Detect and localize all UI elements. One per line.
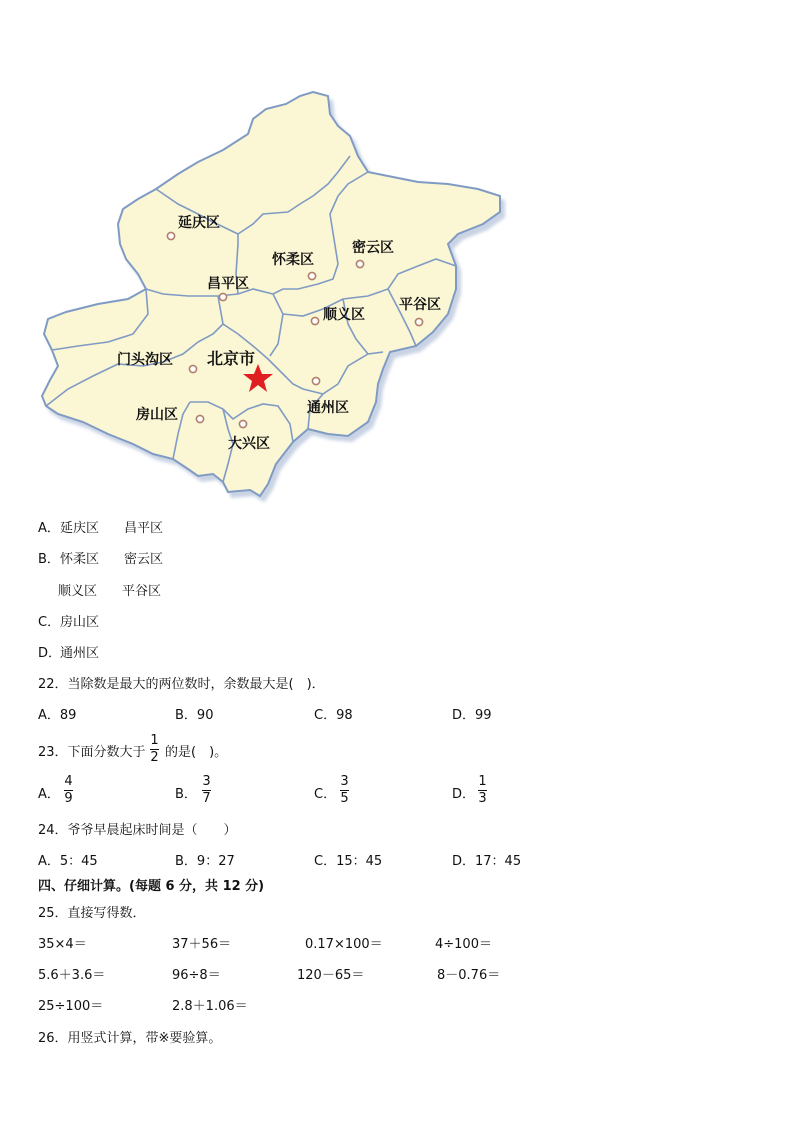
numerator: 3 — [202, 774, 211, 789]
option-a-item-1: 延庆区 — [60, 521, 100, 536]
q25-r2-c2: 96÷8＝ — [172, 968, 221, 983]
map-label-daxing: 大兴区 — [228, 436, 270, 452]
yanqing-dot — [167, 232, 174, 239]
q24-option-c: C．15：45 — [314, 854, 383, 869]
option-b-item-2: 密云区 — [124, 552, 164, 567]
mentougou-dot — [189, 365, 196, 372]
q23-stem-denominator: 2 — [150, 750, 159, 765]
map-label-changping: 昌平区 — [207, 276, 249, 292]
map-label-tongzhou: 通州区 — [307, 400, 349, 416]
option-b-letter: B． — [38, 552, 60, 567]
q25-r3-c2: 2.8＋1.06＝ — [172, 999, 248, 1014]
option-d-item-1: 通州区 — [60, 646, 100, 661]
q25-r2-c1: 5.6＋3.6＝ — [38, 968, 106, 983]
tongzhou-dot — [312, 377, 319, 384]
option-d-letter: D． — [38, 646, 62, 661]
huairou-dot — [308, 272, 315, 279]
q24-stem: 24．爷爷早晨起床时间是（ ） — [38, 823, 237, 838]
denominator: 9 — [64, 791, 73, 806]
map-label-shunyi: 顺义区 — [323, 307, 365, 323]
numerator: 1 — [478, 774, 487, 789]
option-b-item-1: 怀柔区 — [60, 552, 100, 567]
q22-option-a: A．89 — [38, 708, 77, 723]
q25-r2-c4: 8－0.76＝ — [437, 968, 501, 983]
q22-option-d: D．99 — [452, 708, 492, 723]
numerator: 4 — [64, 774, 73, 789]
q23-stem-before: 23．下面分数大于 — [38, 745, 146, 760]
pinggu-dot — [415, 318, 422, 325]
fangshan-dot — [196, 415, 203, 422]
q23-stem-after: 的是( )。 — [165, 745, 228, 760]
map-label-yanqing: 延庆区 — [178, 215, 220, 231]
q23-option-a-fraction — [64, 775, 73, 806]
q25-stem: 25．直接写得数． — [38, 906, 146, 921]
map-label-beijing: 北京市 — [207, 349, 256, 368]
q23-stem-fraction — [150, 734, 159, 765]
option-a-letter: A． — [38, 521, 60, 536]
map-label-pinggu: 平谷区 — [399, 297, 441, 313]
numerator: 3 — [340, 774, 349, 789]
q23-option-c-letter: C． — [314, 787, 337, 802]
q23-option-a-letter: A． — [38, 787, 60, 802]
q25-r1-c1: 35×4＝ — [38, 937, 87, 952]
q22-option-c: C．98 — [314, 708, 353, 723]
option-b-item-4: 平谷区 — [122, 584, 162, 599]
q23-option-d-fraction — [478, 775, 487, 806]
q23-option-d-letter: D． — [452, 787, 476, 802]
denominator: 7 — [202, 791, 211, 806]
q25-r1-c4: 4÷100＝ — [435, 937, 492, 952]
option-a-item-2: 昌平区 — [124, 521, 164, 536]
map-label-miyun: 密云区 — [352, 240, 394, 256]
miyun-dot — [356, 260, 363, 267]
option-c-item-1: 房山区 — [60, 615, 100, 630]
q25-r2-c3: 120－65＝ — [297, 968, 365, 983]
changping-dot — [219, 293, 226, 300]
daxing-dot — [239, 420, 246, 427]
q22-option-b: B．90 — [175, 708, 214, 723]
map-label-huairou: 怀柔区 — [272, 252, 314, 268]
q24-option-b: B．9：27 — [175, 854, 235, 869]
option-c-letter: C． — [38, 615, 61, 630]
q23-stem-numerator: 1 — [150, 733, 159, 748]
q25-r3-c1: 25÷100＝ — [38, 999, 104, 1014]
beijing-district-map — [38, 84, 508, 504]
section4-heading: 四、仔细计算。(每题 6 分，共 12 分) — [38, 879, 265, 894]
map-label-fangshan: 房山区 — [136, 407, 178, 423]
option-b-item-3: 顺义区 — [58, 584, 98, 599]
q25-r1-c2: 37＋56＝ — [172, 937, 232, 952]
q26-stem: 26．用竖式计算，带※要验算。 — [38, 1031, 222, 1046]
q24-option-a: A．5：45 — [38, 854, 98, 869]
shunyi-dot — [311, 317, 318, 324]
q25-r1-c3: 0.17×100＝ — [305, 937, 383, 952]
q22-stem: 22．当除数是最大的两位数时，余数最大是( )． — [38, 677, 325, 692]
q24-option-d: D．17：45 — [452, 854, 522, 869]
q23-option-b-fraction — [202, 775, 211, 806]
map-label-mentougou: 门头沟区 — [117, 352, 173, 368]
q23-option-c-fraction — [340, 775, 349, 806]
denominator: 3 — [478, 791, 487, 806]
denominator: 5 — [340, 791, 349, 806]
q23-option-b-letter: B． — [175, 787, 197, 802]
